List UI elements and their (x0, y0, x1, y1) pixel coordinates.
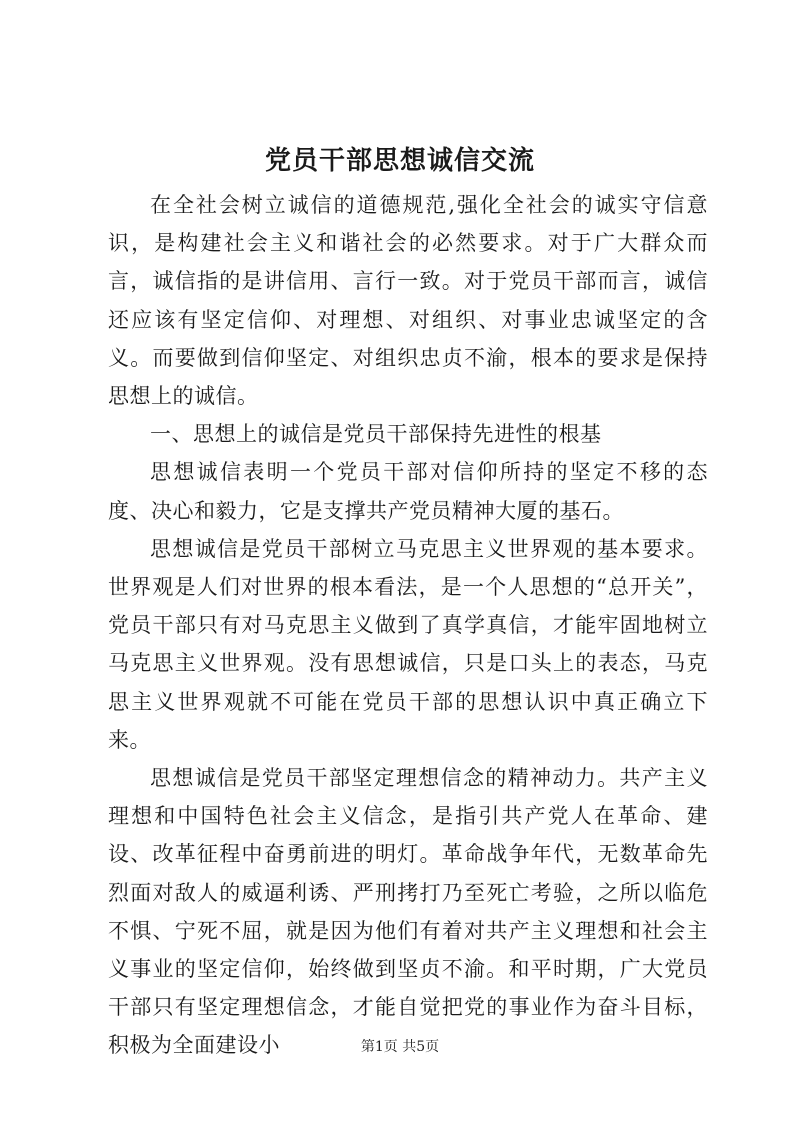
section-heading-1: 一、思想上的诚信是党员干部保持先进性的根基 (150, 422, 602, 447)
page-footer: 第1页 共5页 (360, 1039, 440, 1055)
paragraph-definition: 思想诚信表明一个党员干部对信仰所持的坚定不移的态度、决心和毅力，它是支撑共产党员精神大厦的基石。 (108, 460, 708, 523)
document-title: 党员干部思想诚信交流 (264, 146, 535, 176)
paragraph-intro: 在全社会树立诚信的道德规范,强化全社会的诚实守信意识，是构建社会主义和谐社会的必然要求。对于广大群众而言，诚信指的是讲信用、言行一致。对于党员干部而言，诚信还应该有坚定信仰、对理想、对组织、对事业忠诚坚定的含义。而要做到信仰坚定、对组织忠贞不渝，根本的要求是保持思想上的诚信。 (108, 193, 708, 409)
paragraph-worldview: 思想诚信是党员干部树立马克思主义世界观的基本要求。世界观是人们对世界的根本看法，是一个人思想的“总开关”，党员干部只有对马克思主义做到了真学真信，才能牢固地树立马克思主义世界观。没有思想诚信，只是口头上的表态，马克思主义世界观就不可能在党员干部的思想认识中真正确立下来。 (108, 536, 708, 752)
document-body (108, 186, 708, 1065)
paragraph-ideals: 思想诚信是党员干部坚定理想信念的精神动力。共产主义理想和中国特色社会主义信念，是指引共产党人在革命、建设、改革征程中奋勇前进的明灯。革命战争年代，无数革命先烈面对敌人的威逼利诱、严刑拷打乃至死亡考验，之所以临危不惧、宁死不屈，就是因为他们有着对共产主义理想和社会主义事业的坚定信仰，始终做到坚贞不渝。和平时期，广大党员干部只有坚定理想信念，才能自觉把党的事业作为奋斗目标，积极为全面建设小 (108, 766, 708, 1058)
